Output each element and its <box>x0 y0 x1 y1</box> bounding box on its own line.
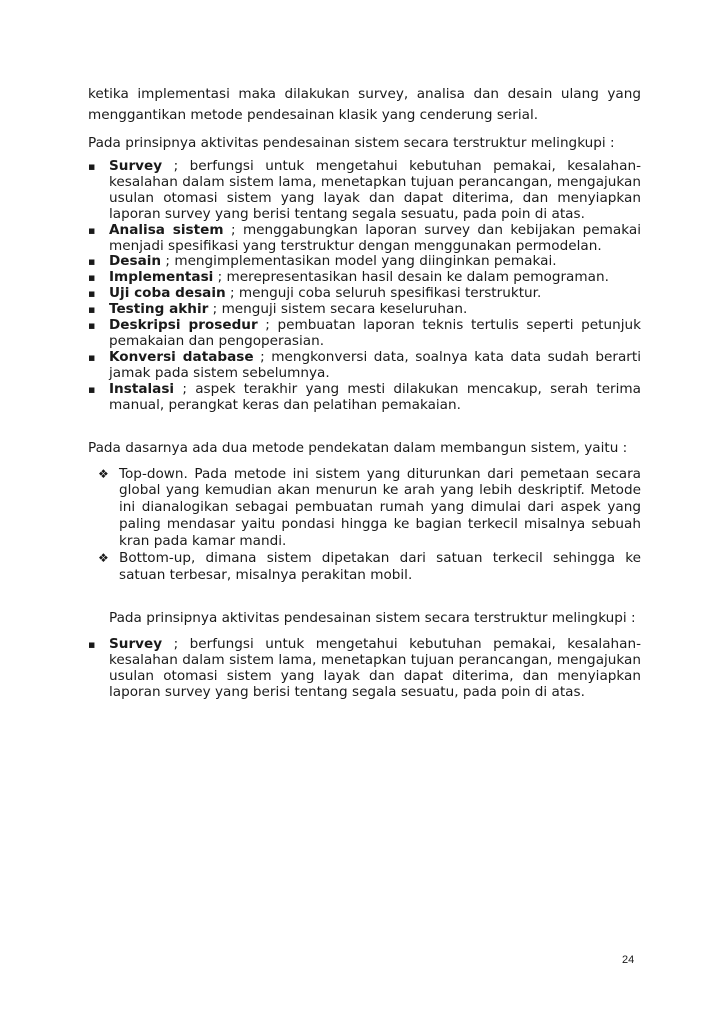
square-bullet-icon: ▪ <box>88 637 96 651</box>
item-term: Testing akhir <box>109 301 209 318</box>
square-bullet-icon: ▪ <box>88 287 96 301</box>
diamond-bullet-icon: ❖ <box>98 466 109 481</box>
item-desc: ; menguji coba seluruh spesifikasi terstruktur. <box>225 285 542 302</box>
list-item <box>88 223 641 255</box>
diamond-bullet-icon: ❖ <box>98 551 109 566</box>
list-item <box>88 318 641 350</box>
item-desc: ; mengkonversi data, soalnya kata data sudah berarti jamak pada sistem sebelumnya. <box>109 348 642 381</box>
item-desc: ; menggabungkan laporan survey dan kebijakan pemakai menjadi spesifikasi yang terstruktur dengan menggunakan permodelan. <box>109 221 641 254</box>
item-desc: ; mengimplementasikan model yang diinginkan pemakai. <box>161 253 557 270</box>
approach-intro: Pada dasarnya ada dua metode pendekatan dalam membangun sistem, yaitu : <box>88 439 628 456</box>
activities-intro: Pada prinsipnya aktivitas pendesainan sistem secara terstruktur melingkupi : <box>88 135 615 151</box>
square-bullet-icon: ▪ <box>88 319 96 333</box>
item-text: Bottom-up, dimana sistem dipetakan dari satuan terkecil sehingga ke satuan terbesar, misalnya perakitan mobil. <box>119 550 641 583</box>
square-bullet-icon: ▪ <box>88 223 96 237</box>
list-item <box>88 286 641 302</box>
list-item <box>88 159 641 223</box>
activities-list <box>88 159 641 414</box>
square-bullet-icon: ▪ <box>88 255 96 269</box>
list-item <box>98 466 641 551</box>
list-item <box>88 270 641 286</box>
item-term: Deskripsi prosedur <box>109 317 258 334</box>
item-term: Implementasi <box>109 269 214 286</box>
item-desc: ; berfungsi untuk mengetahui kebutuhan pemakai, kesalahan-kesalahan dalam sistem lama, menetapkan tujuan perancangan, mengajukan usulan otomasi sistem yang layak dan dapat diterima, dan menyiapkan laporan survey yang berisi tentang segala sesuatu, pada poin di atas. <box>109 158 641 222</box>
list-item <box>88 637 641 701</box>
item-desc: ; aspek terakhir yang mesti dilakukan mencakup, serah terima manual, perangkat keras dan pelatihan pemakaian. <box>109 380 641 413</box>
item-desc: ; berfungsi untuk mengetahui kebutuhan pemakai, kesalahan-kesalahan dalam sistem lama, menetapkan tujuan perancangan, mengajukan usulan otomasi sistem yang layak dan dapat diterima, dan menyiapkan laporan survey yang berisi tentang segala sesuatu, pada poin di atas. <box>109 635 641 700</box>
square-bullet-icon: ▪ <box>88 350 96 364</box>
square-bullet-icon: ▪ <box>88 271 96 285</box>
square-bullet-icon: ▪ <box>88 382 96 396</box>
item-desc: ; merepresentasikan hasil desain ke dalam pemograman. <box>213 269 609 286</box>
item-term: Uji coba desain <box>109 285 226 302</box>
repeat-intro: Pada prinsipnya aktivitas pendesainan sistem secara terstruktur melingkupi : <box>109 609 636 626</box>
page-number: 24 <box>622 954 635 966</box>
list-item <box>88 382 641 414</box>
list-item <box>88 254 641 270</box>
document-page <box>88 84 641 700</box>
approach-list <box>98 466 641 584</box>
item-term: Analisa sistem <box>109 221 224 238</box>
item-term: Survey <box>109 158 163 174</box>
item-desc: ; menguji sistem secara keseluruhan. <box>208 301 468 318</box>
intro-paragraph: ketika implementasi maka dilakukan survey, analisa dan desain ulang yang menggantikan metode pendesainan klasik yang cenderung serial. <box>88 86 641 123</box>
repeat-list <box>88 637 641 701</box>
square-bullet-icon: ▪ <box>88 160 96 173</box>
list-item <box>98 550 641 584</box>
item-term: Instalasi <box>109 380 175 397</box>
item-term: Konversi database <box>109 348 254 365</box>
item-term: Survey <box>109 635 163 652</box>
item-desc: ; pembuatan laporan teknis tertulis seperti petunjuk pemakaian dan pengoperasian. <box>109 317 641 349</box>
list-item <box>88 350 641 382</box>
item-text: Top-down. Pada metode ini sistem yang diturunkan dari pemetaan secara global yang kemudian akan menurun ke arah yang lebih deskriptif. Metode ini dianalogikan sebagai pembuatan rumah yang dimulai dari aspek yang paling mendasar yaitu pondasi hingga ke bagian terkecil misalnya sebuah kran pada kamar mandi. <box>119 465 641 550</box>
item-term: Desain <box>109 253 162 270</box>
square-bullet-icon: ▪ <box>88 303 96 317</box>
list-item <box>88 302 641 318</box>
